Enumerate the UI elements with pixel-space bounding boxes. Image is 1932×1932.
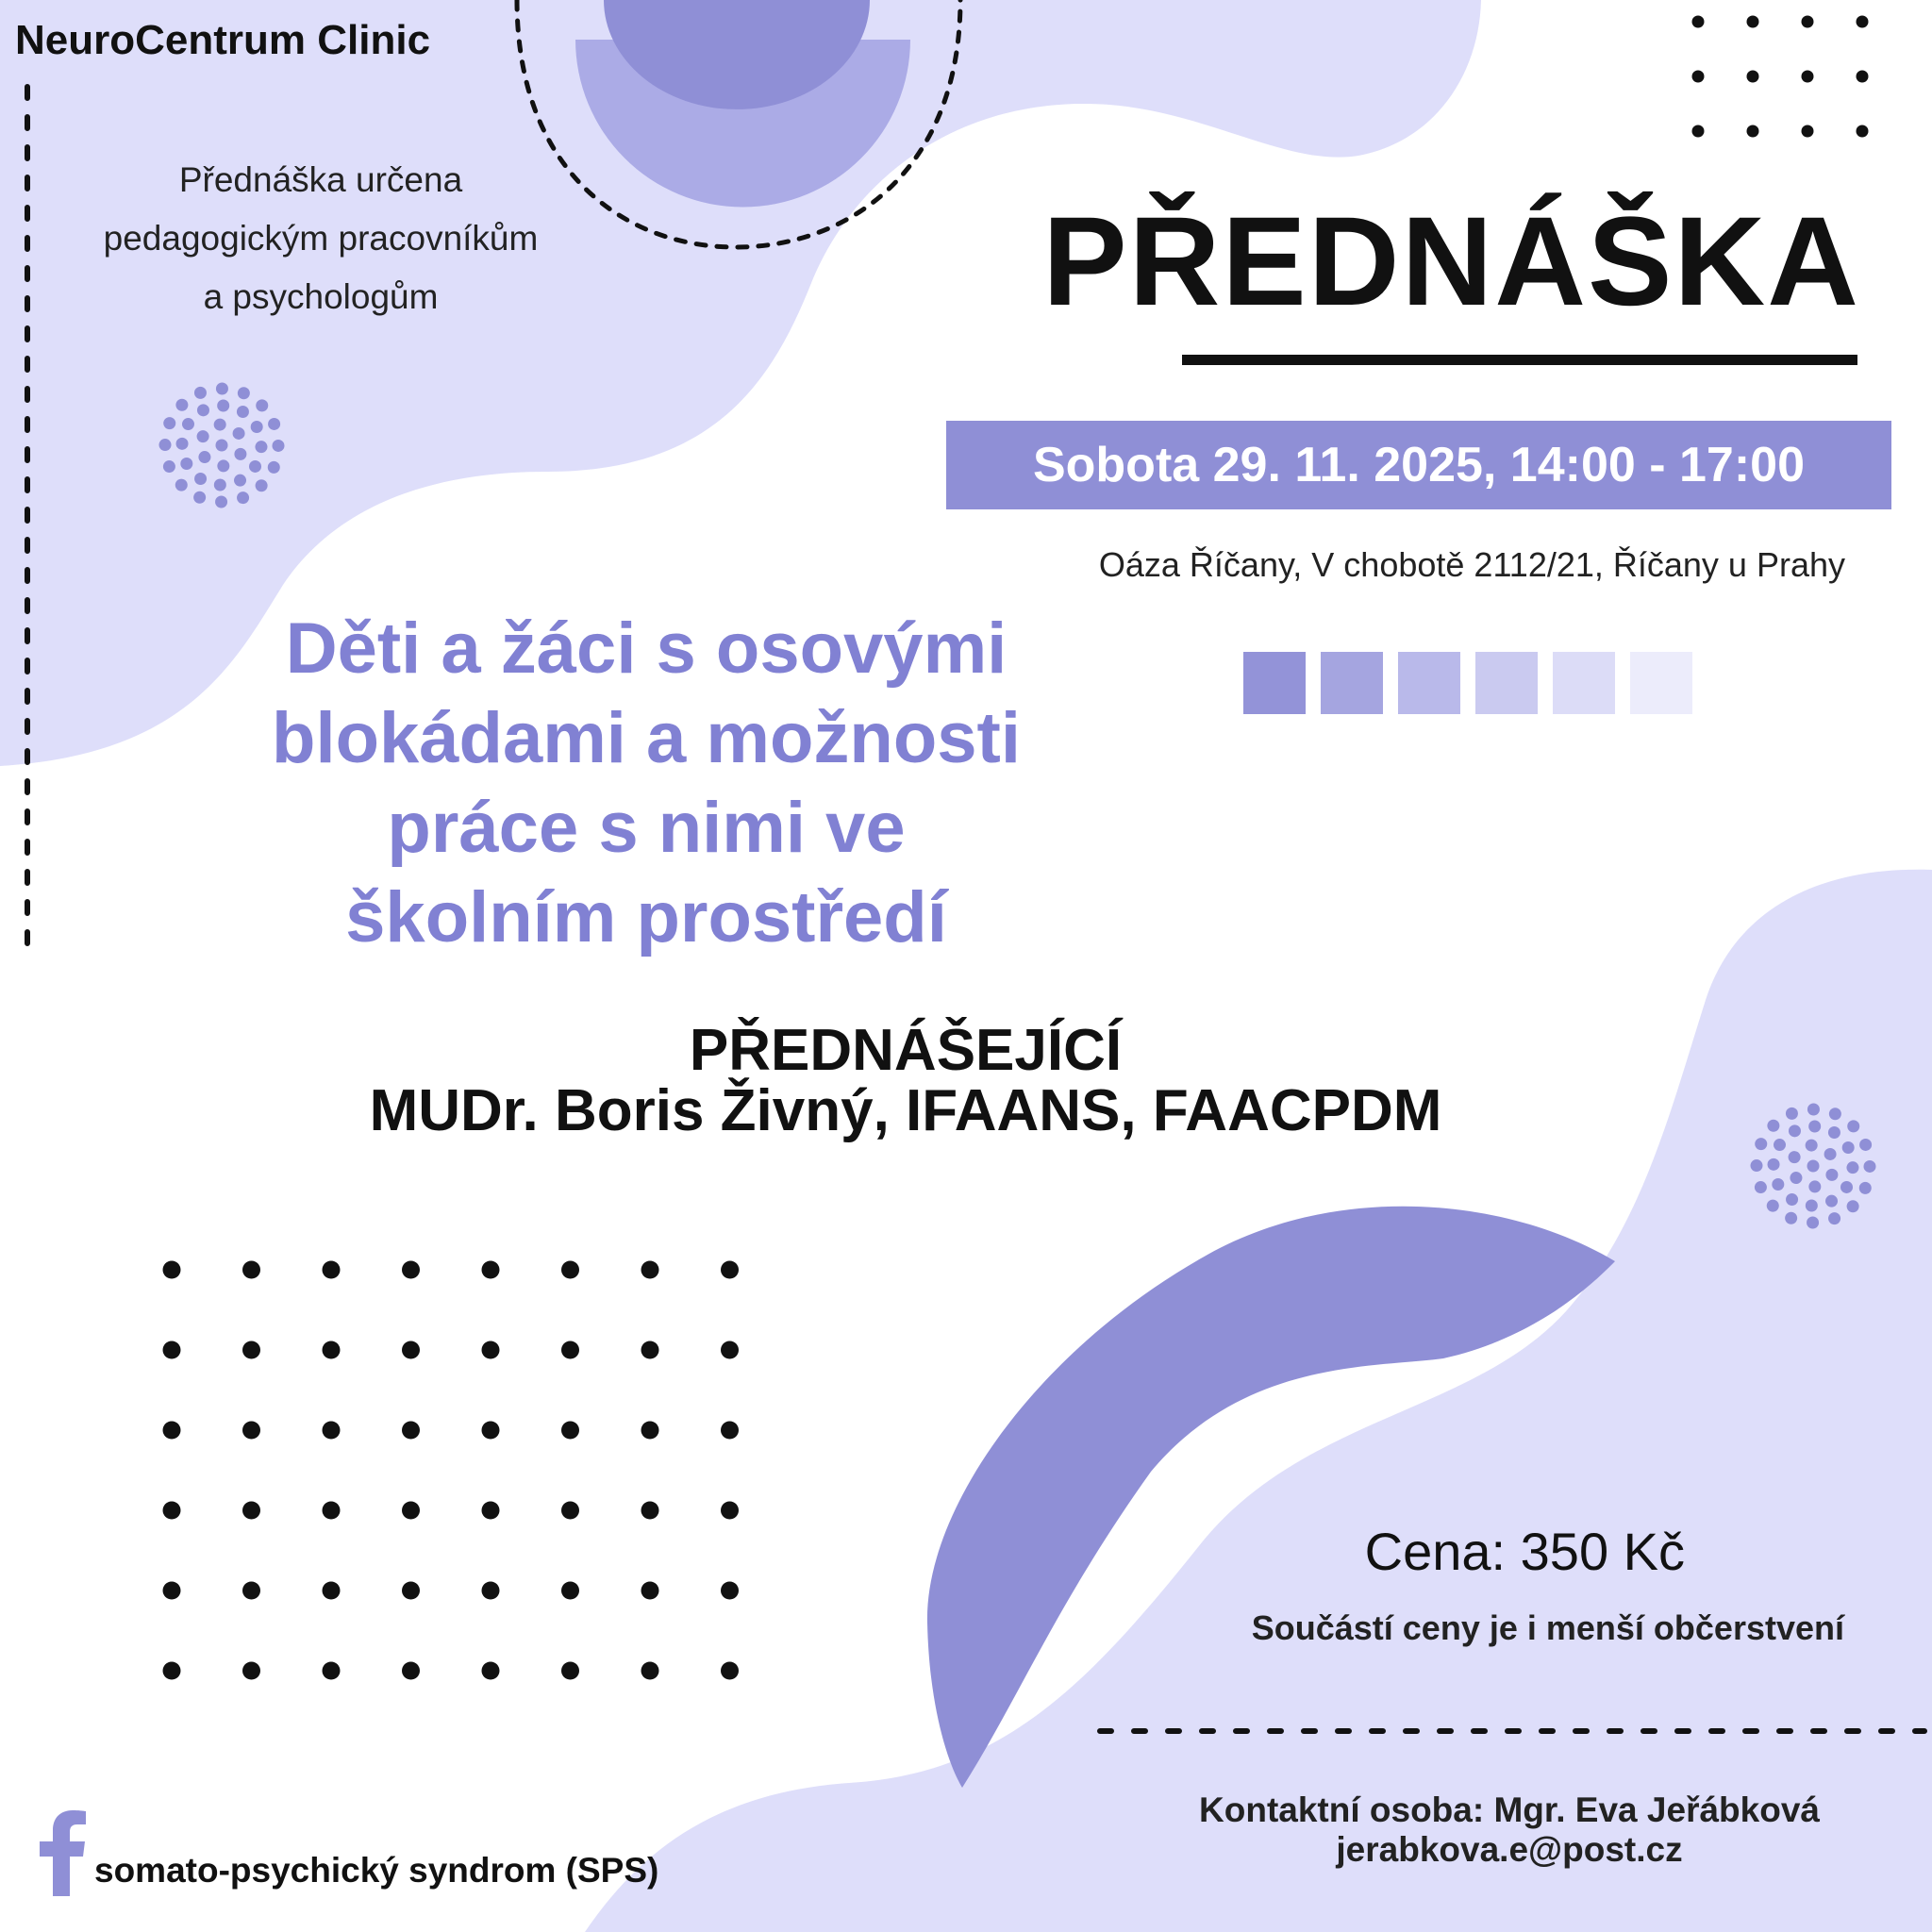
decorative-dot (256, 399, 268, 411)
decorative-dot (1767, 1200, 1779, 1212)
decorative-dot (1790, 1172, 1802, 1184)
decorative-dot (721, 1582, 739, 1600)
decorative-dot (482, 1662, 500, 1680)
decorative-dot (561, 1261, 579, 1279)
decorative-dot (402, 1261, 420, 1279)
decorative-dot (482, 1502, 500, 1520)
decorative-dot (561, 1662, 579, 1680)
decorative-dot (255, 441, 267, 453)
audience-line: Přednáška určena (178, 160, 463, 199)
decorative-dot (1755, 1181, 1767, 1193)
decorative-dot (163, 460, 175, 473)
decorative-dot (194, 473, 207, 485)
decorative-dot (214, 419, 226, 431)
decorative-dot (193, 491, 206, 504)
decorative-dot (1806, 1140, 1818, 1152)
decorative-dot (234, 448, 246, 460)
price-note: Součástí ceny je i menší občerstvení (1251, 1608, 1844, 1647)
decorative-dot (1808, 1180, 1821, 1192)
clinic-name: NeuroCentrum Clinic (15, 17, 431, 63)
decorative-dot (233, 427, 245, 440)
decorative-dot (194, 387, 207, 399)
decorative-dot (197, 430, 209, 442)
decorative-dot (182, 418, 194, 430)
decorative-dot (1802, 71, 1814, 83)
speaker-block (189, 1018, 1623, 1143)
decorative-dot (1789, 1151, 1801, 1163)
swatch (1553, 652, 1615, 714)
decorative-dot (249, 460, 261, 473)
decorative-dot (180, 458, 192, 470)
decorative-dot (641, 1662, 659, 1680)
decorative-dot (237, 406, 249, 418)
decorative-dot (1786, 1108, 1798, 1120)
decorative-dot (1692, 71, 1705, 83)
decorative-dot (163, 1261, 181, 1279)
decorative-dot (1847, 1120, 1859, 1132)
decorative-dot (561, 1582, 579, 1600)
title-underline (1182, 355, 1857, 365)
lecture-topic (160, 604, 1132, 962)
decorative-dot (1747, 125, 1759, 138)
decorative-dot (1768, 1158, 1780, 1171)
price: Cena: 350 Kč (1364, 1522, 1685, 1581)
dot-grid-top-right (1692, 16, 1869, 138)
decorative-dot (402, 1662, 420, 1680)
decorative-dot (251, 421, 263, 433)
contact-email[interactable]: jerabkova.e@post.cz (1336, 1830, 1683, 1869)
swatch (1475, 652, 1538, 714)
decorative-dot (242, 1261, 260, 1279)
topic-line: blokádami a možnosti (272, 698, 1021, 778)
decorative-dot (1859, 1139, 1872, 1151)
decorative-dot (163, 1582, 181, 1600)
facebook-icon[interactable] (40, 1809, 87, 1896)
decorative-dot (242, 1341, 260, 1359)
decorative-dot (242, 1662, 260, 1680)
decorative-dot (242, 1582, 260, 1600)
decorative-dot (1747, 71, 1759, 83)
decorative-dot (561, 1502, 579, 1520)
decorative-dot (256, 479, 268, 491)
date-time: Sobota 29. 11. 2025, 14:00 - 17:00 (1032, 438, 1806, 492)
decorative-dot (1825, 1169, 1838, 1181)
swatch (1321, 652, 1383, 714)
venue-address: Oáza Říčany, V chobotě 2112/21, Říčany u Prahy (1098, 545, 1845, 584)
page-title: PŘEDNÁŠKA (1042, 192, 1860, 332)
decorative-dot (641, 1502, 659, 1520)
decorative-dot (721, 1341, 739, 1359)
decorative-dot (1825, 1195, 1838, 1208)
decorative-dot (1772, 1178, 1784, 1191)
contact-block (1132, 1790, 1887, 1870)
decorative-dot (482, 1422, 500, 1440)
decorative-dot (159, 439, 172, 451)
decorative-dot (1747, 16, 1759, 28)
decorative-dot (482, 1261, 500, 1279)
topic-line: práce s nimi ve (387, 788, 906, 868)
decorative-dot (238, 387, 250, 399)
decorative-dot (1840, 1181, 1853, 1193)
decorative-dot (482, 1582, 500, 1600)
swatch (1243, 652, 1306, 714)
decorative-dot (163, 1502, 181, 1520)
decorative-dot (175, 479, 188, 491)
decorative-dot (1789, 1124, 1801, 1137)
decorative-dot (272, 440, 284, 452)
decorative-dot (214, 478, 226, 491)
decorative-dot (217, 459, 229, 472)
color-swatches (1243, 652, 1692, 714)
decorative-dot (402, 1422, 420, 1440)
decorative-dot (641, 1261, 659, 1279)
audience-note (38, 151, 604, 326)
decorative-dot (1692, 16, 1705, 28)
decorative-dot (561, 1341, 579, 1359)
decorative-dot (242, 1502, 260, 1520)
decorative-dot (198, 451, 210, 463)
decorative-dot (1824, 1148, 1837, 1160)
decorative-dot (1859, 1182, 1872, 1194)
decorative-dot (1774, 1139, 1786, 1151)
decorative-dot (1785, 1212, 1797, 1224)
decorative-dot (1842, 1141, 1855, 1154)
decorative-dot (1857, 125, 1869, 138)
decorative-dot (641, 1582, 659, 1600)
decorative-dot (323, 1502, 341, 1520)
decorative-dot (163, 417, 175, 429)
decorative-dot (242, 1422, 260, 1440)
speaker-name: MUDr. Boris Živný, IFAANS, FAACPDM (369, 1078, 1442, 1143)
decorative-dot (1807, 1160, 1820, 1173)
decorative-dot (323, 1662, 341, 1680)
decorative-dot (1863, 1160, 1875, 1173)
decorative-dot (721, 1422, 739, 1440)
decorative-dot (323, 1422, 341, 1440)
decorative-dot (1806, 1199, 1818, 1211)
decorative-dot (1808, 1121, 1821, 1133)
speaker-label: PŘEDNÁŠEJÍCÍ (689, 1018, 1123, 1083)
decorative-dot (197, 404, 209, 416)
decorative-dot (1802, 125, 1814, 138)
decorative-dot (323, 1261, 341, 1279)
audience-line: pedagogickým pracovníkům (103, 219, 539, 258)
decorative-dot (641, 1422, 659, 1440)
decorative-dot (721, 1502, 739, 1520)
decorative-dot (1828, 1212, 1840, 1224)
decorative-dot (1847, 1200, 1859, 1212)
audience-line: a psychologům (203, 277, 439, 316)
decorative-dot (402, 1582, 420, 1600)
decorative-dot (268, 461, 280, 474)
decorative-dot (1786, 1193, 1798, 1206)
decorative-dot (163, 1662, 181, 1680)
decorative-dot (163, 1341, 181, 1359)
decorative-dot (1857, 71, 1869, 83)
decorative-dot (402, 1502, 420, 1520)
swatch (1398, 652, 1460, 714)
decorative-dot (323, 1582, 341, 1600)
decorative-dot (323, 1341, 341, 1359)
topic-line: Děti a žáci s osovými (285, 608, 1008, 689)
decorative-dot (1857, 16, 1869, 28)
contact-person: Kontaktní osoba: Mgr. Eva Jeřábková (1199, 1790, 1820, 1829)
decorative-dot (641, 1341, 659, 1359)
decorative-dot (1807, 1216, 1819, 1228)
decorative-dot (1807, 1104, 1820, 1116)
decorative-dot (1829, 1108, 1841, 1120)
decorative-dot (482, 1341, 500, 1359)
decorative-dot (163, 1422, 181, 1440)
dot-rosette-right (1751, 1104, 1876, 1229)
decorative-dot (561, 1422, 579, 1440)
decorative-dot (1692, 125, 1705, 138)
facebook-page-label[interactable]: somato-psychický syndrom (SPS) (94, 1851, 659, 1890)
date-time-banner (946, 421, 1891, 509)
decorative-dot (216, 383, 228, 395)
swatch (1630, 652, 1692, 714)
decorative-dot (234, 475, 246, 487)
decorative-dot (1755, 1138, 1767, 1150)
decorative-dot (237, 491, 249, 504)
dot-rosette-left (159, 383, 285, 508)
decorative-dot (721, 1662, 739, 1680)
decorative-dot (268, 418, 280, 430)
decorative-dot (215, 495, 227, 508)
decorative-dot (721, 1261, 739, 1279)
decorative-dot (1802, 16, 1814, 28)
decorative-dot (175, 399, 188, 411)
topic-line: školním prostředí (345, 877, 947, 958)
decorative-dot (402, 1341, 420, 1359)
decorative-dot (1828, 1126, 1840, 1139)
decorative-dot (176, 438, 189, 450)
decorative-dot (1751, 1159, 1763, 1172)
decorative-dot (1767, 1120, 1779, 1132)
decorative-dot (217, 400, 229, 412)
decorative-dot (1846, 1161, 1858, 1174)
dot-grid-bottom-left (163, 1261, 740, 1680)
decorative-dot (216, 440, 228, 452)
